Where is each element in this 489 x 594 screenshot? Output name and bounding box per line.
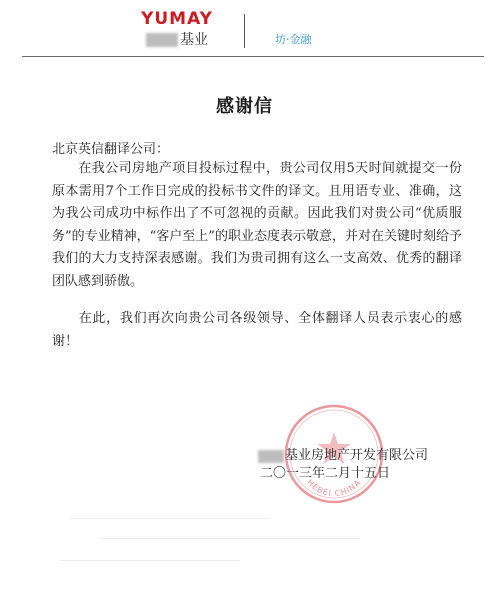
paragraph-2-text: 在此，我们再次向贵公司各级领导、全体翻译人员表示衷心的感谢！ — [52, 311, 462, 349]
letter-title: 感谢信 — [216, 96, 273, 117]
signature-company — [258, 448, 428, 464]
faint-background-texture — [60, 508, 390, 578]
letter-paragraph-2 — [52, 308, 462, 353]
stamp-text: HEBEI CHINA — [305, 477, 363, 499]
redacted-text — [146, 33, 178, 47]
sub-brand-logo: 坊·金融 — [275, 33, 312, 46]
redacted-text — [258, 450, 284, 463]
letterhead-rule — [22, 56, 484, 57]
letter-paragraph-1 — [52, 158, 462, 293]
company-logo — [120, 10, 234, 48]
letterhead — [0, 0, 489, 56]
company-short-text: 基业 — [180, 32, 208, 48]
header-divider — [244, 14, 245, 48]
paragraph-1-text: 在我公司房地产项目投标过程中，贵公司仅用5天时间就提交一份原本需用7个工作日完成的投标书文件的译文。且用语专业、准确，这为我公司成功中标作出了不可忽视的贡献。因此我们对贵公司“优质服务”的专业精神，“客户至上”的职业态度表示敬意，并对在关键时刻给予我们的大力支持深表感谢。我们为贵司拥有这么一支高效、优秀的翻译团队感到骄傲。 — [52, 161, 462, 289]
signature-date: 二〇一三年二月十五日 — [260, 466, 391, 481]
signature-company-text: 基业房地产开发有限公司 — [285, 448, 429, 463]
letter-greeting: 北京英信翻译公司： — [52, 142, 170, 157]
logo-wordmark: YUMAY — [141, 9, 213, 29]
company-short-name — [120, 32, 234, 48]
